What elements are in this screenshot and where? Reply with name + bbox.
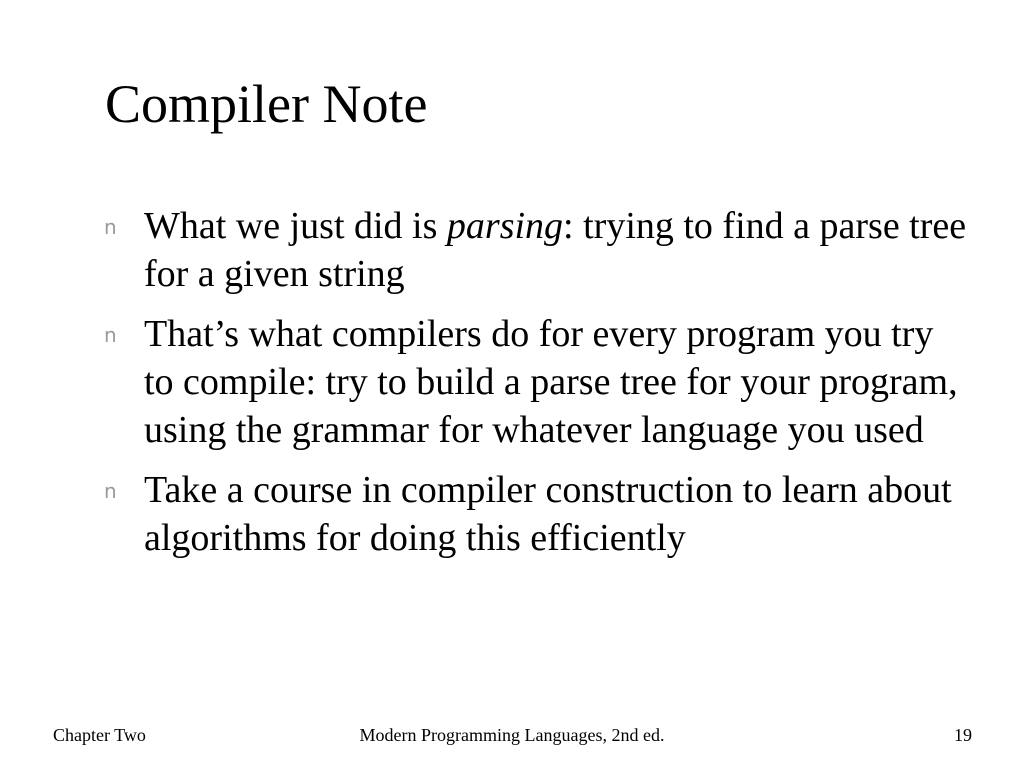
footer-chapter: Chapter Two xyxy=(53,725,146,745)
bullet-text: That’s what compilers do for every program you try to compile: try to build a parse tree for your program, using the grammar for whatever language you used xyxy=(144,313,958,451)
bullet-item xyxy=(100,202,970,298)
bullet-marker-icon: n xyxy=(104,215,117,239)
bullet-text: Take a course in compiler construction to learn about algorithms for doing this efficiently xyxy=(144,469,952,559)
bullet-text-before: What we just did is xyxy=(144,205,447,247)
bullet-text-emphasis: parsing xyxy=(446,205,564,247)
slide-title: Compiler Note xyxy=(105,74,428,134)
bullet-text xyxy=(144,205,966,295)
footer-page-number: 19 xyxy=(954,725,972,745)
bullet-marker-icon: n xyxy=(104,323,117,347)
bullet-item xyxy=(100,466,970,562)
bullet-marker-icon: n xyxy=(104,479,117,503)
footer-book-title: Modern Programming Languages, 2nd ed. xyxy=(359,725,665,745)
bullet-item xyxy=(100,310,970,454)
bullet-text-after: : trying to find a parse tree for a given string xyxy=(144,205,967,295)
bullet-list xyxy=(100,202,970,574)
